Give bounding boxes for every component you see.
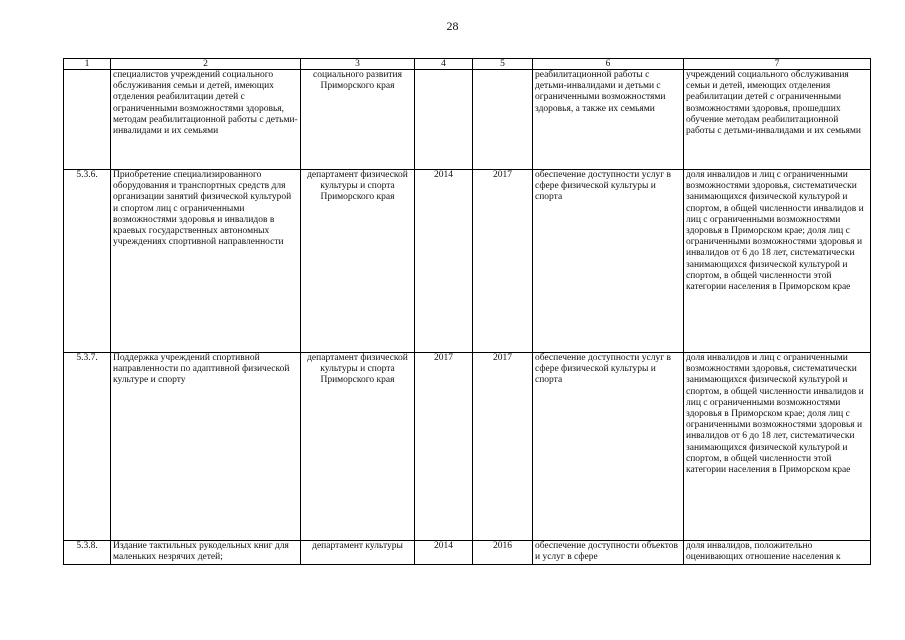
executor-cell: департамент физической культуры и спорта Приморского края — [301, 353, 415, 541]
table-row — [64, 170, 871, 353]
start-year-cell: 2017 — [415, 353, 473, 541]
measure-cell: Поддержка учреждений спортивной направленности по адаптивной физической культуре и спорту — [111, 353, 301, 541]
measure-cell: специалистов учреждений социального обслуживания семьи и детей, имеющих отделения реабилитации детей с ограниченными возможностями здоровья, методам реабилитационной работы с детьми-инвалидами и их семьями — [111, 70, 301, 170]
end-year-cell: 2017 — [473, 353, 533, 541]
indicator-cell: доля инвалидов и лиц с ограниченными возможностями здоровья, систематически занимающихся физической культурой и спортом, в общей численности инвалидов и лиц с ограниченными возможностями здоровья в Приморском крае; доля лиц с ограниченными возможностями здоровья и инвалидов от 6 до 18 лет, систематически занимающихся физической культурой и спортом, в общей численности этой категории населения в Приморском крае — [684, 170, 871, 353]
header-cell: 3 — [301, 59, 415, 70]
start-year-cell: 2014 — [415, 541, 473, 565]
end-year-cell: 2017 — [473, 170, 533, 353]
row-number — [64, 70, 111, 170]
table-row — [64, 541, 871, 565]
end-year-cell — [473, 70, 533, 170]
indicator-cell: доля инвалидов и лиц с ограниченными возможностями здоровья, систематически занимающихся физической культурой и спортом, в общей численности инвалидов и лиц с ограниченными возможностями здоровья в Приморском крае; доля лиц с ограниченными возможностями здоровья и инвалидов от 6 до 18 лет, систематически занимающихся физической культурой и спортом, в общей численности этой категории населения в Приморском крае — [684, 353, 871, 541]
executor-cell: социального развития Приморского края — [301, 70, 415, 170]
row-number: 5.3.7. — [64, 353, 111, 541]
executor-cell: департамент культуры — [301, 541, 415, 565]
header-cell: 7 — [684, 59, 871, 70]
measure-cell: Издание тактильных рукодельных книг для маленьких незрячих детей; — [111, 541, 301, 565]
header-cell: 5 — [473, 59, 533, 70]
end-year-cell: 2016 — [473, 541, 533, 565]
header-cell: 1 — [64, 59, 111, 70]
row-number: 5.3.8. — [64, 541, 111, 565]
indicator-cell: доля инвалидов, положительно оценивающих отношение населения к — [684, 541, 871, 565]
page-number: 28 — [446, 19, 459, 33]
header-cell: 2 — [111, 59, 301, 70]
measure-cell: Приобретение специализированного оборудования и транспортных средств для организации занятий физической культурой и спортом лиц с ограниченными возможностями здоровья и инвалидов в краевых государственных автономных учреждениях спортивной направленности — [111, 170, 301, 353]
result-cell: реабилитационной работы с детьми-инвалидами и детьми с ограниченными возможностями здоровья, а также их семьями — [533, 70, 684, 170]
result-cell: обеспечение доступности объектов и услуг в сфере — [533, 541, 684, 565]
header-cell: 4 — [415, 59, 473, 70]
indicator-cell: учреждений социального обслуживания семьи и детей, имеющих отделения реабилитации детей с ограниченными возможностями здоровья, прошедших обучение методам реабилитационной работы с детьми-инвалидами и их семьями — [684, 70, 871, 170]
executor-cell: департамент физической культуры и спорта Приморского края — [301, 170, 415, 353]
start-year-cell — [415, 70, 473, 170]
measures-table — [63, 58, 871, 565]
header-row — [64, 59, 871, 70]
result-cell: обеспечение доступности услуг в сфере физической культуры и спорта — [533, 353, 684, 541]
row-number: 5.3.6. — [64, 170, 111, 353]
table-row — [64, 70, 871, 170]
result-cell: обеспечение доступности услуг в сфере физической культуры и спорта — [533, 170, 684, 353]
start-year-cell: 2014 — [415, 170, 473, 353]
header-cell: 6 — [533, 59, 684, 70]
table-row — [64, 353, 871, 541]
